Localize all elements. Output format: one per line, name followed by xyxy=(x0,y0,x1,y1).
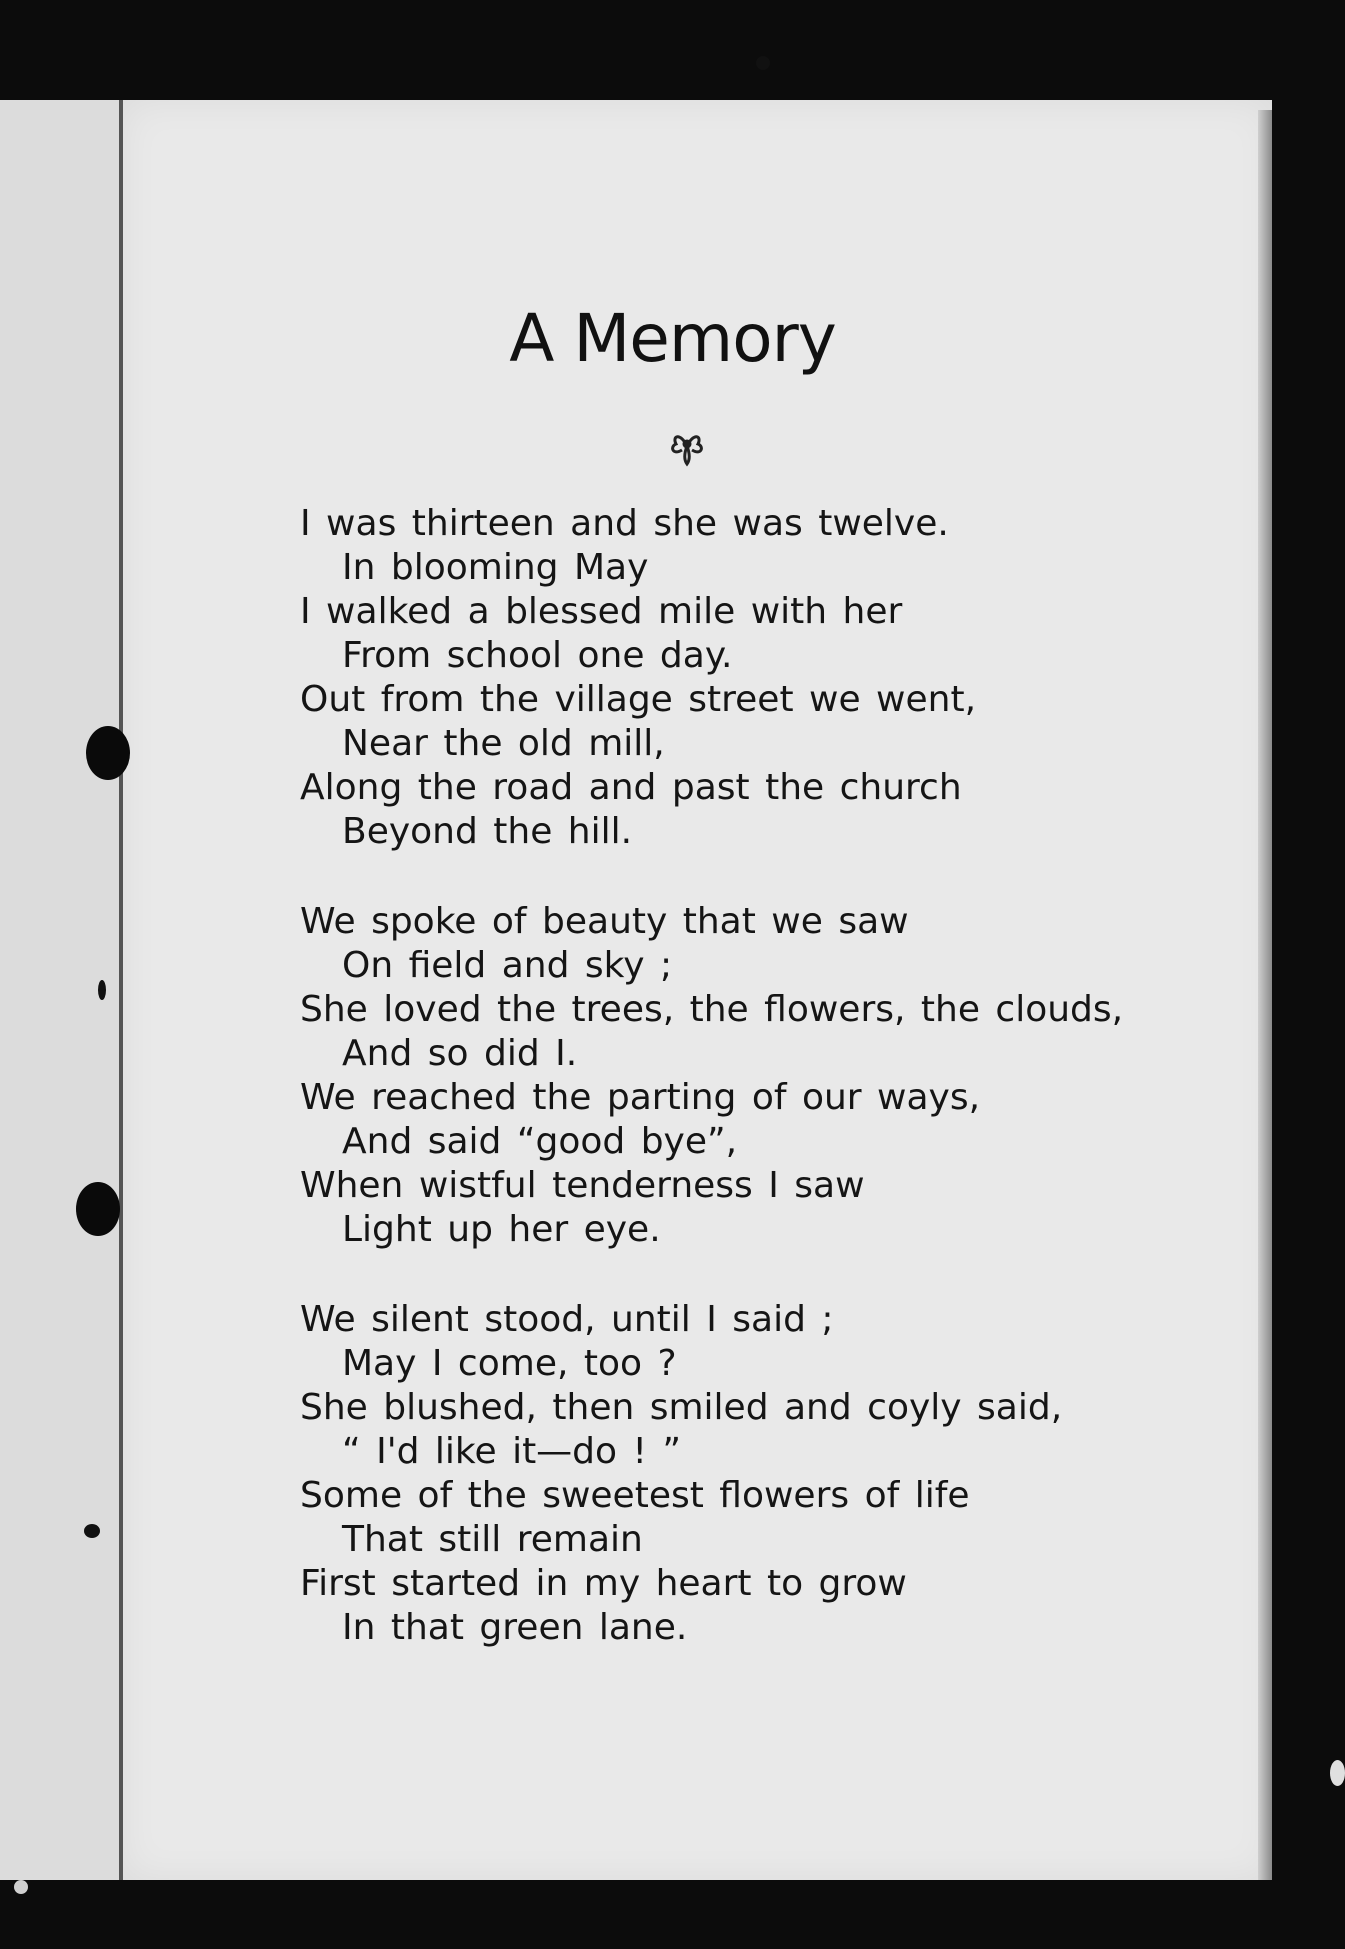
poem-line: And said “good bye”, xyxy=(342,1121,738,1162)
poem-line: Out from the village street we went, xyxy=(300,679,977,720)
poem-line: Beyond the hill. xyxy=(342,811,633,852)
poem-line: We spoke of beauty that we saw xyxy=(300,901,909,942)
poem-line: On field and sky ; xyxy=(342,945,673,986)
poem-stanza xyxy=(300,1298,1200,1650)
binding-hole xyxy=(86,726,130,780)
poem-body xyxy=(300,502,1200,1696)
floral-ornament-icon xyxy=(662,420,712,470)
poem-line: I was thirteen and she was twelve. xyxy=(300,503,949,544)
poem-line: That still remain xyxy=(342,1519,643,1560)
scan-speck xyxy=(756,56,770,70)
poem-line: Light up her eye. xyxy=(342,1209,661,1250)
poem-stanza xyxy=(300,502,1200,854)
poem-line: I walked a blessed mile with her xyxy=(300,591,903,632)
scan-speck xyxy=(1330,1760,1345,1786)
poem-line: She blushed, then smiled and coyly said, xyxy=(300,1387,1063,1428)
poem-line: From school one day. xyxy=(342,635,733,676)
poem-line: Along the road and past the church xyxy=(300,767,962,808)
scan-speck xyxy=(98,980,106,1000)
poem-line: She loved the trees, the flowers, the clouds, xyxy=(300,989,1124,1030)
poem-title: A Memory xyxy=(509,300,836,377)
scan-speck xyxy=(84,1524,100,1538)
poem-line: First started in my heart to grow xyxy=(300,1563,907,1604)
poem-line: Some of the sweetest flowers of life xyxy=(300,1475,970,1516)
poem-line: “ I'd like it—do ! ” xyxy=(342,1431,682,1472)
poem-line: May I come, too ? xyxy=(342,1343,677,1384)
scan-speck xyxy=(14,1880,28,1894)
binding-hole xyxy=(76,1182,120,1236)
poem-line: We silent stood, until I said ; xyxy=(300,1299,834,1340)
poem-line: In blooming May xyxy=(342,547,649,588)
poem-line: When wistful tenderness I saw xyxy=(300,1165,865,1206)
poem-line: And so did I. xyxy=(342,1033,578,1074)
poem-stanza xyxy=(300,900,1200,1252)
poem-line: In that green lane. xyxy=(342,1607,688,1648)
poem-line: Near the old mill, xyxy=(342,723,665,764)
poem-line: We reached the parting of our ways, xyxy=(300,1077,981,1118)
